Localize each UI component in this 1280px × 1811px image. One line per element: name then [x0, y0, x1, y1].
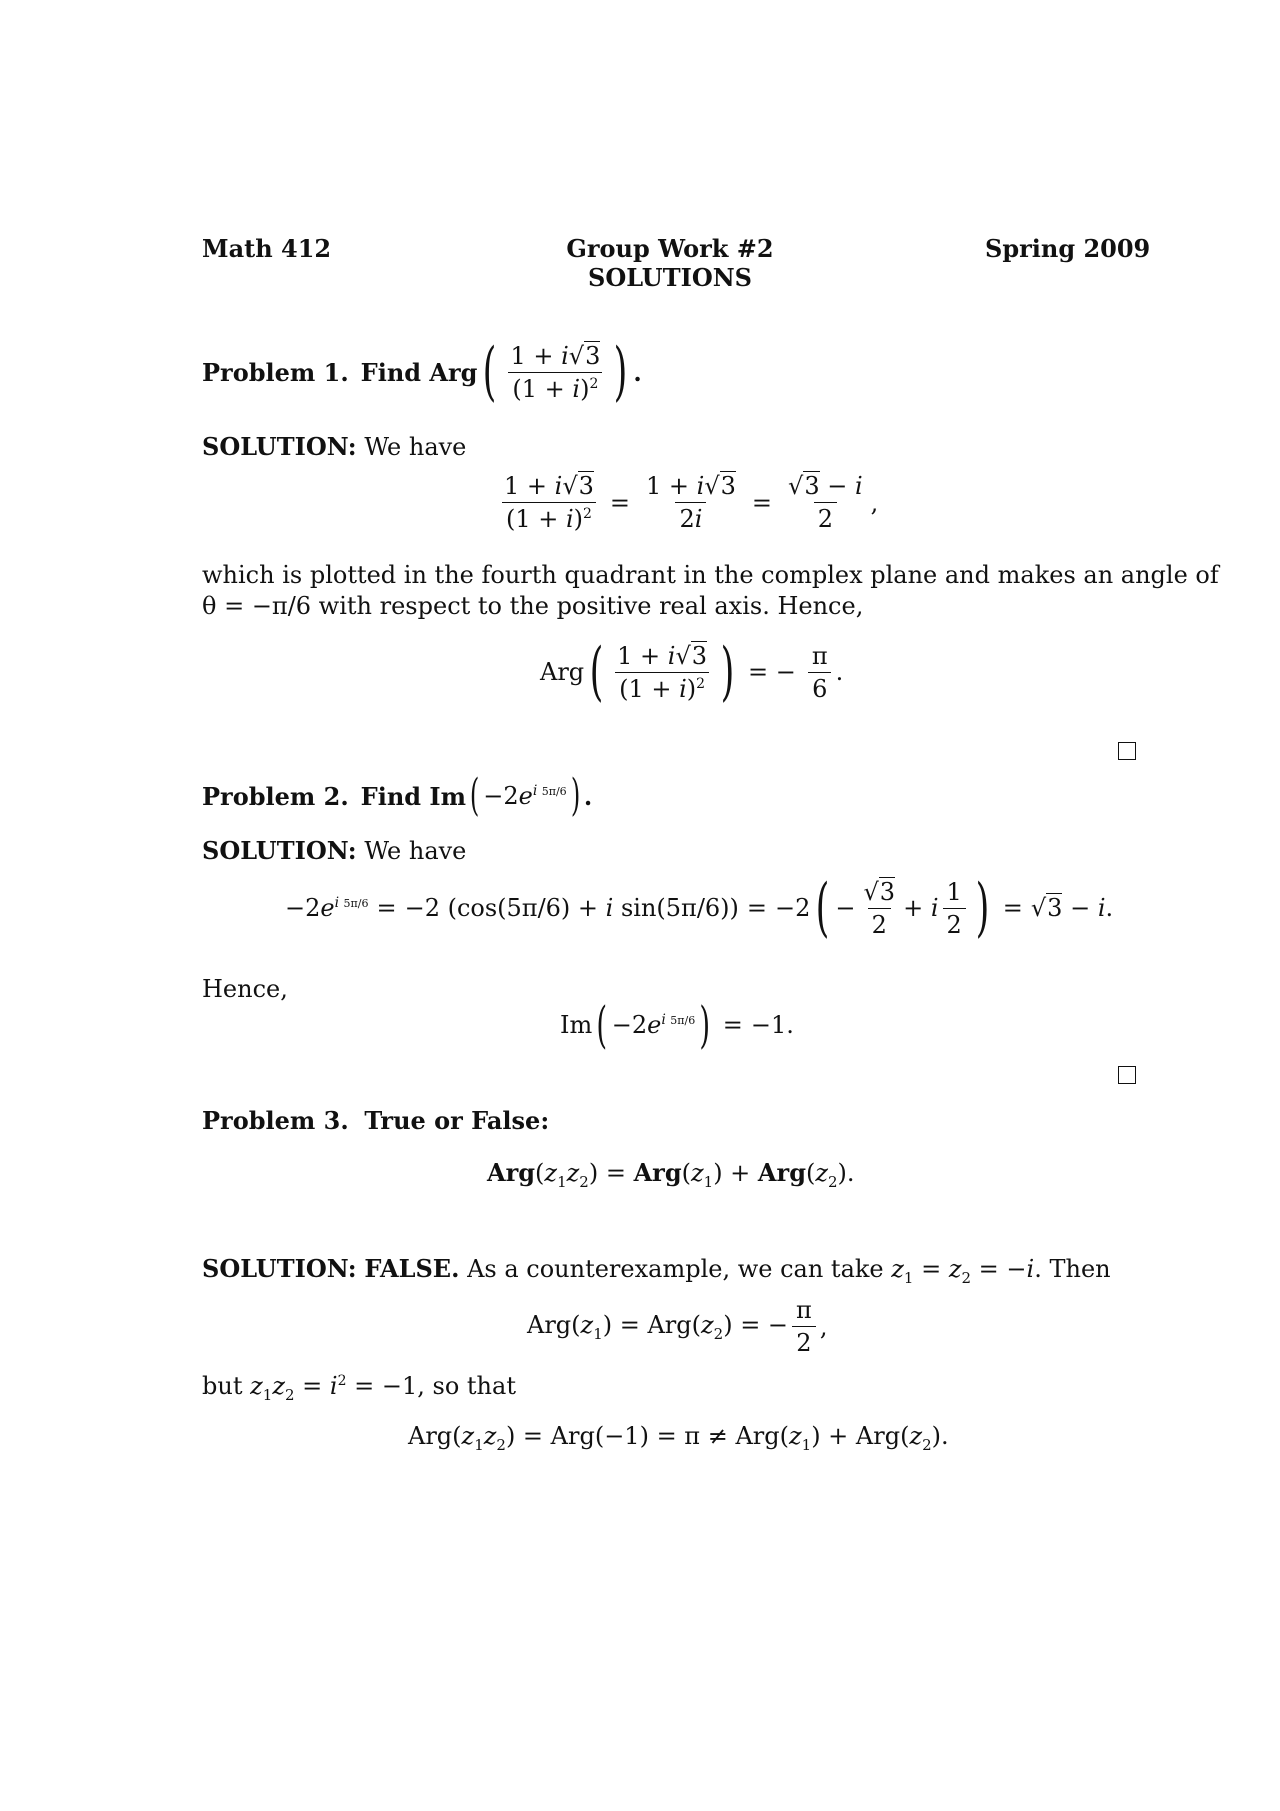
problem2-hence: Hence, — [202, 975, 288, 1003]
problem3-solution-label: SOLUTION: — [202, 1254, 357, 1283]
problem1-statement: Problem 1. Find Arg ( $\frac{1 + i√3}{(1 + i)^2}$ ) . — [202, 335, 642, 409]
problem1-label: Problem 1. — [202, 357, 349, 387]
title-line-2: SOLUTIONS — [588, 263, 752, 292]
problem1-solution-line — [202, 432, 466, 461]
problem3-then: Then — [1049, 1255, 1111, 1283]
problem2-prompt: Find Im — [360, 781, 467, 811]
problem3-arg-equation: $Arg(z_1) = Arg(z_2)$ = − $\frac{\pi}{2}$ , — [527, 1296, 828, 1357]
problem2-solution-label: SOLUTION: — [202, 836, 357, 865]
problem2-result: Im ( $-2e^{i 5\pi/6}$ ) = −1. — [560, 996, 794, 1054]
problem1-fraction: $\frac{1 + i√3}{(1 + i)^2}$ — [506, 342, 604, 403]
problem1-prompt: Find Arg — [360, 357, 478, 387]
problem1-explanation-1: which is plotted in the fourth quadrant in the complex plane and makes an angle of — [202, 561, 1219, 589]
problem3-solution-text: As a counterexample, we can take — [467, 1255, 884, 1283]
qed-box-1 — [1118, 742, 1136, 760]
problem2-solution-line — [202, 836, 466, 865]
problem3-solution-line: SOLUTION: FALSE. As a counterexample, we can take $z_1 = z_2 = -i$. Then — [202, 1254, 1111, 1287]
problem1-solution-label: SOLUTION: — [202, 432, 357, 461]
problem3-verdict: FALSE. — [364, 1254, 460, 1283]
problem2-statement: Problem 2. Find Im ( $-2e^{i 5\pi/6}$ ) . — [202, 770, 593, 821]
problem2-equation: $-2e^{i 5\pi/6}$ = −2 (cos(5π/6) + i sin(5π/6)) = −2 ( − $\frac{√3}{2}$ + i $\frac{1}{2}$ ) = √3 − i. — [285, 871, 1114, 945]
term-label: Spring 2009 — [985, 234, 1151, 263]
problem2-solution-intro: We have — [364, 837, 467, 865]
problem3-prompt: True or False: — [364, 1106, 550, 1135]
title-line-1: Group Work #2 — [566, 234, 774, 263]
course-label: Math 412 — [202, 234, 332, 263]
problem3-final-equation: $Arg(z_1z_2) = Arg(-1) = \pi \ne Arg(z_1) + Arg(z_2)$. — [408, 1422, 949, 1454]
problem3-statement — [202, 1106, 549, 1135]
problem3-but: but — [202, 1372, 243, 1400]
problem1-explanation-2: θ = −π/6 with respect to the positive real axis. Hence, — [202, 592, 864, 620]
problem1-equation: $\frac{1 + i√3}{(1 + i)^2}$ = $\frac{1 + i√3}{2i}$ = $\frac{√3 - i}{2}$ , — [496, 472, 878, 533]
problem3-label: Problem 3. — [202, 1106, 349, 1135]
qed-box-2 — [1118, 1066, 1136, 1084]
problem1-solution-intro: We have — [364, 433, 467, 461]
problem3-claim: $Arg(z_1z_2) = Arg(z_1) + Arg(z_2)$. — [487, 1158, 855, 1191]
problem3-but-line: but $z_1z_2 = i^2 = -1$, so that — [202, 1372, 516, 1404]
problem2-label: Problem 2. — [202, 781, 349, 811]
document-title — [520, 234, 820, 292]
problem3-so-that: so that — [432, 1372, 516, 1400]
problem1-result: Arg ( $\frac{1 + i√3}{(1 + i)^2}$ ) = − $\frac{\pi}{6}$ . — [540, 635, 844, 709]
